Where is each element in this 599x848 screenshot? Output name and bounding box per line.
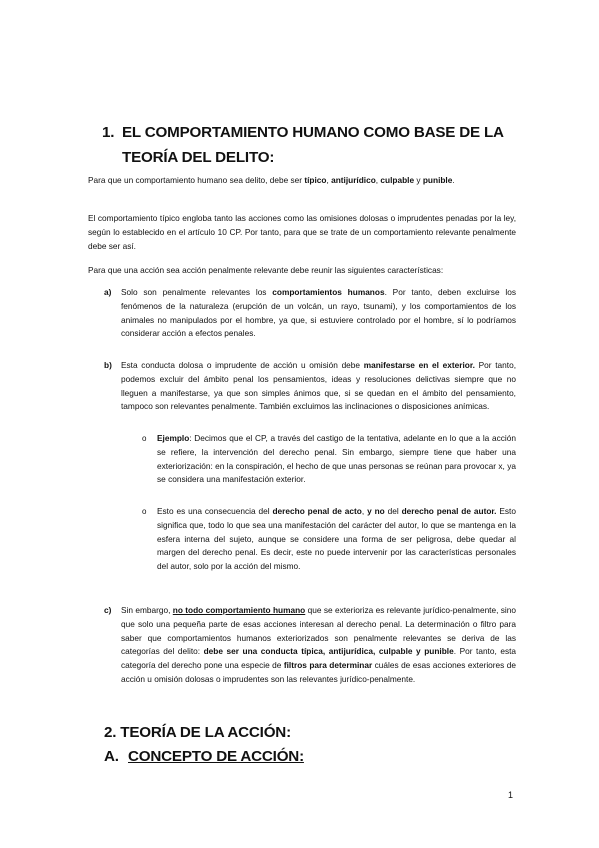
page-number: 1 [508,790,514,800]
subsection-heading-a [104,748,304,765]
sub-item-derecho-penal-acto [142,505,516,574]
sub-item-text: Esto es una consecuencia del derecho penal de acto, y no del derecho penal de autor. Esto significa que, todo lo que sea una manifestación del carácter del autor, lo que se mantenga en la esfera interna del sujeto, aunque se considere una forma de ser peligrosa, debe quedar al margen del derecho penal. Es decir, este no puede intervenir por las características personales del autor, solo por la acción del mismo. [157,506,516,572]
list-text: Sin embargo, no todo comportamiento humano que se exterioriza es relevante jurídico-penalmente, sino que solo una pequeña parte de esas acciones interesan al derecho penal. La determinación o filtro para saber que comportamientos humanos exteriorizados son penalmente relevantes se deriva de las categorías del delito: debe ser una conducta típica, antijurídica, culpable y punible. Por tanto, esta categoría del derecho pone una especie de filtros para determinar cuáles de esas acciones exteriores de acción u omisión dolosas o imprudentes son las relevantes jurídico-penalmente. [121,605,517,684]
list-text: Solo son penalmente relevantes los comportamientos humanos. Por tanto, deben excluirse los fenómenos de la naturaleza (erupción de un volcán, un rayo, tsunami), y los comportamientos de los animales no manipulados por el hombre, ya que, si estuviere controlado por el hombre, sí lo podríamos considerar acción a efectos penales. [121,287,516,339]
subsection-text: CONCEPTO DE ACCIÓN: [128,748,304,765]
paragraph-comportamiento-tipico: El comportamiento típico engloba tanto las acciones como las omisiones dolosas o imprudentes penadas por la ley, según lo establecido en el artículo 10 CP. Por tanto, para que se trate de un comportamiento relevante penalmente debe ser así. [88,213,516,251]
bullet-icon: o [142,434,147,443]
list-label: b) [104,360,112,370]
sub-item-text: Ejemplo: Decimos que el CP, a través del castigo de la tentativa, adelante en lo que a la acción se refiere, la intervención del derecho penal. Sin embargo, siempre tiene que haber una exteriorización: en la conspiración, el hecho de que unas personas se reúnan para provocar x, ya se considera una manifestación exterior. [157,433,516,485]
section-heading-2: 2. TEORÍA DE LA ACCIÓN: [104,724,291,741]
paragraph-caracteristicas-intro: Para que una acción sea acción penalmente relevante debe reunir las siguientes características: [88,265,444,275]
list-label: a) [104,287,112,297]
section-heading-1 [102,120,522,170]
paragraph-delito-requisitos: Para que un comportamiento humano sea delito, debe ser típico, antijurídico, culpable y punible. [88,175,455,185]
list-item-b [104,359,516,414]
heading-number: 1. [102,124,115,141]
sub-item-ejemplo [142,432,516,487]
bullet-icon: o [142,507,147,516]
subsection-label: A. [104,748,119,765]
heading-text: EL COMPORTAMIENTO HUMANO COMO BASE DE LA TEORÍA DEL DELITO: [122,124,504,166]
list-item-a [104,286,516,341]
list-label: c) [104,605,112,615]
list-item-c [104,604,516,687]
list-text: Esta conducta dolosa o imprudente de acción u omisión debe manifestarse en el exterior. Por tanto, podemos excluir del ámbito penal los pensamientos, ideas y resoluciones delictivas siempre que no lleguen a manifestarse, ya que son simples ánimos que, si se quedan en el ámbito del pensamiento, tampoco son relevantes penalmente. También excluimos las inclinaciones o disposiciones anímicas. [121,360,516,412]
